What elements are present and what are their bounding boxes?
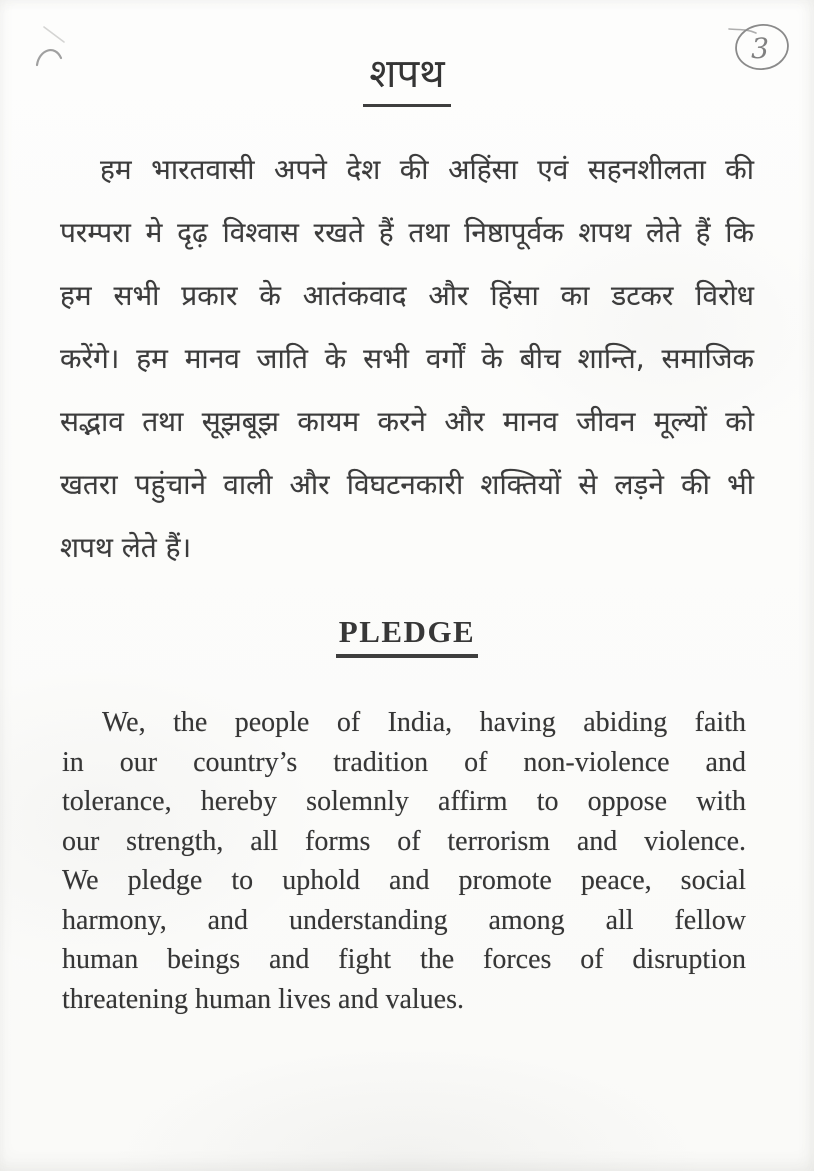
english-line: threatening human lives and values.: [62, 983, 464, 1015]
hindi-line: हम भारतवासी अपने देश की अहिंसा एवं सहनशीलता की: [100, 153, 754, 186]
english-line: We pledge to uphold and promote peace, social: [62, 865, 746, 896]
english-line: human beings and fight the forces of disruption: [62, 944, 746, 975]
hindi-line: परम्परा मे दृढ़ विश्वास रखते हैं तथा निष्ठापूर्वक शपथ लेते हैं कि: [60, 216, 754, 249]
english-section-title: [0, 614, 814, 658]
pencil-scratch-mark: [44, 27, 64, 42]
hindi-line: करेंगे। हम मानव जाति के सभी वर्गों के बीच शान्ति, समाजिक: [60, 342, 754, 375]
english-line: harmony, and understanding among all fellow: [62, 904, 746, 936]
hindi-title-text: शपथ: [363, 50, 450, 107]
english-line: tolerance, hereby solemnly affirm to oppose with: [62, 786, 746, 817]
pencil-tail-mark: [729, 29, 756, 33]
english-line: We, the people of India, having abiding faith: [102, 707, 746, 738]
english-title-text: PLEDGE: [336, 614, 478, 658]
hindi-line: खतरा पहुंचाने वाली और विघटनकारी शक्तियों से लड़ने की भी: [60, 468, 754, 501]
hindi-section-title: [0, 50, 814, 107]
page-number: 3: [751, 32, 769, 65]
hindi-line: सद्भाव तथा सूझबूझ कायम करने और मानव जीवन मूल्यों को: [60, 405, 754, 438]
english-line: our strength, all forms of terrorism and violence.: [62, 825, 746, 857]
hindi-line: शपथ लेते हैं।: [60, 531, 192, 564]
english-paragraph: [62, 703, 746, 1019]
hindi-line: हम सभी प्रकार के आतंकवाद और हिंसा का डटकर विरोध: [60, 279, 754, 312]
hindi-paragraph: [60, 138, 754, 579]
english-line: in our country’s tradition of non-violence and: [62, 746, 746, 778]
